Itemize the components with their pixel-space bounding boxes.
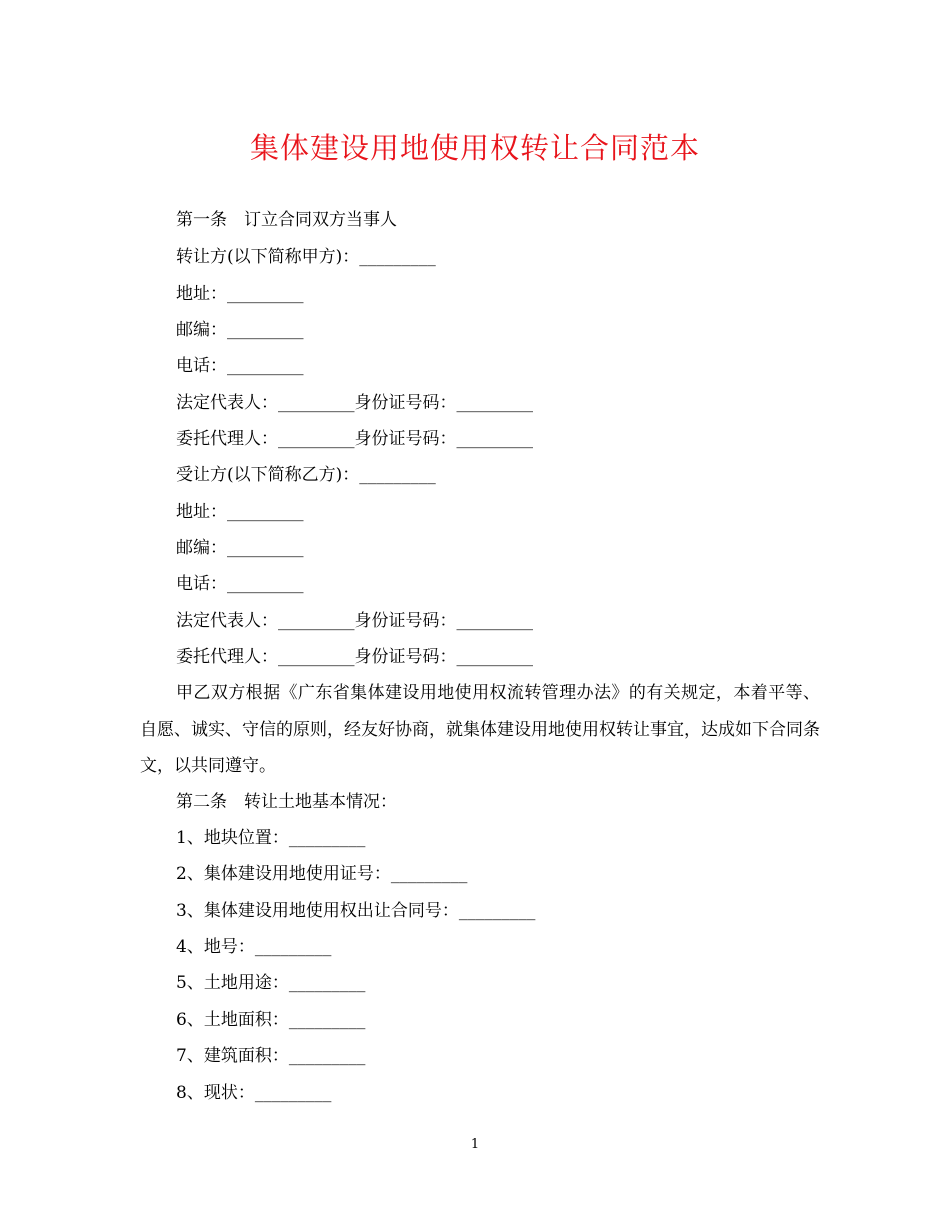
body-paragraph: 甲乙双方根据《广东省集体建设用地使用权流转管理办法》的有关规定，本着平等、自愿、诚实、守信的原则，经友好协商，就集体建设用地使用权转让事宜，达成如下合同条文，以共同遵守。 — [140, 683, 820, 776]
form-line: 法定代表人：_________身份证号码：_________ — [176, 611, 533, 631]
clause-heading: 第一条 订立合同双方当事人 — [176, 210, 397, 230]
form-line: 电话：_________ — [176, 574, 304, 594]
form-line: 电话：_________ — [176, 356, 304, 376]
clause-heading: 第二条 转让土地基本情况： — [176, 792, 397, 812]
form-line: 邮编：_________ — [176, 538, 304, 558]
form-line: 法定代表人：_________身份证号码：_________ — [176, 393, 533, 413]
form-line: 地址：_________ — [176, 502, 304, 522]
form-line: 转让方(以下简称甲方)：_________ — [176, 247, 436, 267]
form-line: 7、建筑面积：_________ — [176, 1046, 366, 1066]
form-line: 5、土地用途：_________ — [176, 973, 366, 993]
form-line: 6、土地面积：_________ — [176, 1010, 366, 1030]
form-line: 受让方(以下简称乙方)：_________ — [176, 465, 436, 485]
form-line: 地址：_________ — [176, 284, 304, 304]
form-line: 1、地块位置：_________ — [176, 828, 366, 848]
form-line: 2、集体建设用地使用证号：_________ — [176, 864, 468, 884]
form-line: 委托代理人：_________身份证号码：_________ — [176, 647, 533, 667]
page-number: 1 — [470, 1137, 480, 1152]
form-line: 4、地号：_________ — [176, 937, 332, 957]
document-title: 集体建设用地使用权转让合同范本 — [249, 131, 700, 165]
form-line: 委托代理人：_________身份证号码：_________ — [176, 429, 533, 449]
form-line: 8、现状：_________ — [176, 1083, 332, 1103]
form-line: 3、集体建设用地使用权出让合同号：_________ — [176, 901, 536, 921]
form-line: 邮编：_________ — [176, 320, 304, 340]
